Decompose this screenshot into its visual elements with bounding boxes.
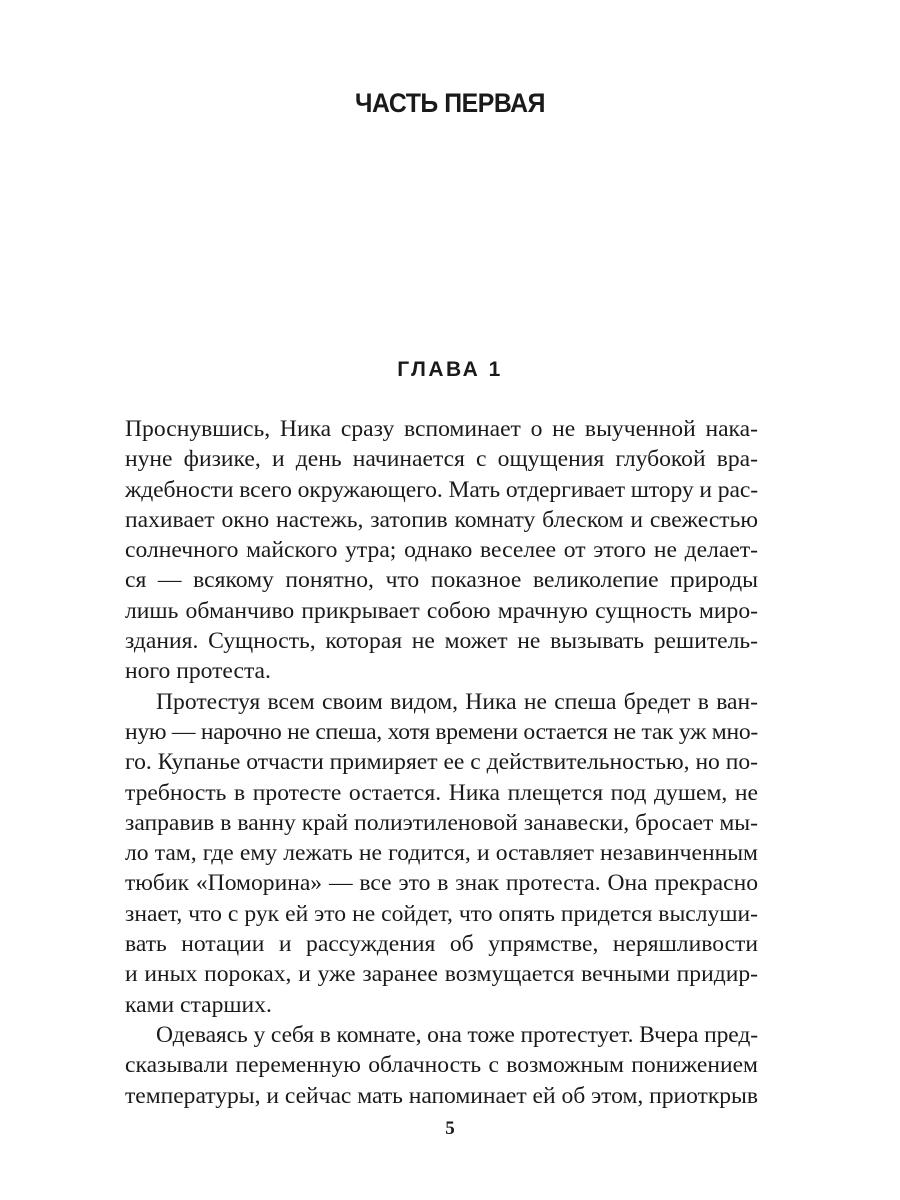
text-line: Проснувшись, Ника сразу вспоминает о не выученной нака- (125, 416, 758, 442)
text-line: ся — всякому понятно, что показное великолепие природы (125, 567, 758, 594)
text-line: сказывали переменную облачность с возможным понижением (125, 1052, 758, 1079)
text-line: пахивает окно настежь, затопив комнату блеском и свежестью (125, 506, 758, 533)
chapter-title: ГЛАВА 1 (397, 358, 503, 381)
text-line: ло там, где ему лежать не годится, и оставляет незавинченным (125, 840, 758, 867)
text-line: Протестуя всем своим видом, Ника не спеша бредет в ван- (156, 688, 758, 715)
text-line: ками старших. (125, 991, 272, 1018)
text-line: ного протеста. (125, 658, 271, 685)
paragraph (125, 687, 758, 1020)
text-line: и иных пороках, и уже заранее возмущается вечными придир- (125, 961, 758, 988)
text-line: температуры, и сейчас мать напоминает ей об этом, приоткрыв (125, 1082, 758, 1109)
body-text (125, 414, 758, 1111)
text-line: ную — нарочно не спеша, хотя времени остается не так уж мно- (125, 718, 758, 745)
paragraph (125, 414, 758, 687)
page-number: 5 (445, 1118, 455, 1139)
text-line: требность в протесте остается. Ника плещется под душем, не (125, 779, 758, 806)
text-line: здания. Сущность, которая не может не вызывать решитель- (125, 628, 758, 655)
paragraph (125, 1020, 758, 1111)
text-line: нуне физике, и день начинается с ощущения глубокой вра- (125, 446, 758, 473)
part-title: ЧАСТЬ ПЕРВАЯ (354, 88, 545, 118)
text-line: знает, что с рук ей это не сойдет, что опять придется выслуши- (125, 900, 758, 927)
text-line: солнечного майского утра; однако веселее от этого не делает- (125, 537, 758, 564)
text-line: ждебности всего окружающего. Мать отдергивает штору и рас- (125, 476, 758, 503)
text-line: Одеваясь у себя в комнате, она тоже протестует. Вчера пред- (156, 1021, 758, 1048)
text-line: лишь обманчиво прикрывает собою мрачную сущность миро- (125, 597, 758, 624)
text-line: тюбик «Поморина» — все это в знак протеста. Она прекрасно (125, 870, 758, 897)
text-line: заправив в ванну край полиэтиленовой занавески, бросает мы- (125, 809, 758, 836)
text-line: вать нотации и рассуждения об упрямстве, неряшливости (125, 931, 758, 958)
text-line: го. Купанье отчасти примиряет ее с действительностью, но по- (125, 749, 758, 776)
